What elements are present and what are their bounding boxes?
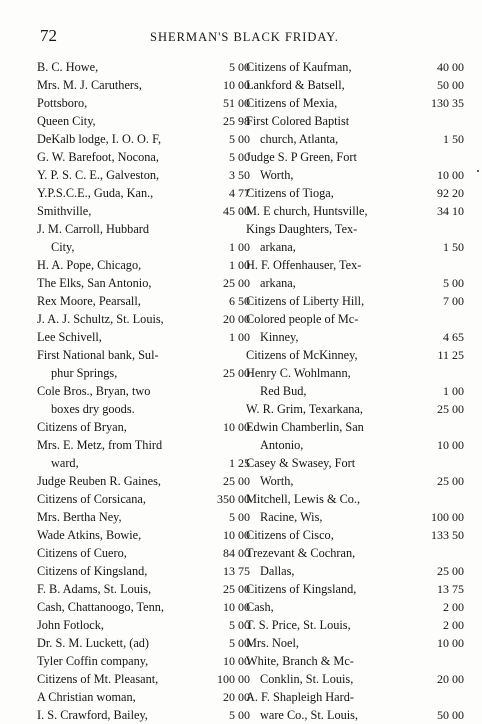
donor-name: Dallas, <box>260 564 295 578</box>
donor-name: Citizens of Mt. Pleasant, <box>37 672 159 686</box>
donation-entry <box>37 94 252 112</box>
donation-amount: 40 00 <box>437 60 464 74</box>
donation-entry <box>246 382 466 400</box>
donation-entry <box>37 436 252 454</box>
donation-entry <box>37 112 252 130</box>
donation-entry <box>246 292 466 310</box>
donation-entry <box>37 130 252 148</box>
donor-name: Worth, <box>260 474 294 488</box>
donation-entry <box>246 598 466 616</box>
donation-entry <box>37 598 252 616</box>
donor-name: M. E church, Huntsville, <box>246 204 368 218</box>
donor-name: Mrs. M. J. Caruthers, <box>37 78 142 92</box>
donation-entry <box>37 382 252 400</box>
donor-name: Rex Moore, Pearsall, <box>37 294 141 308</box>
donation-amount: 25 00 <box>223 474 250 488</box>
donor-name: Colored people of Mc- <box>246 312 359 326</box>
donation-entry <box>37 616 252 634</box>
donor-name: ware Co., St. Louis, <box>260 708 359 722</box>
donation-amount: 13 75 <box>223 564 250 578</box>
donor-name: Citizens of Corsicana, <box>37 492 146 506</box>
donor-name: Judge S. P Green, Fort <box>246 150 357 164</box>
donation-amount: 11 25 <box>437 348 464 362</box>
donation-amount: 5 00 <box>229 708 250 722</box>
donation-amount: 25 00 <box>223 366 250 380</box>
donation-entry <box>37 562 252 580</box>
donor-name: Citizens of Bryan, <box>37 420 127 434</box>
donor-name: John Fotlock, <box>37 618 104 632</box>
donor-name: Dr. S. M. Luckett, (ad) <box>37 636 150 650</box>
donation-amount: 5 00 <box>229 636 250 650</box>
donation-amount: 1 00 <box>229 240 250 254</box>
donor-name: J. A. J. Schultz, St. Louis, <box>37 312 164 326</box>
donation-amount: 25 00 <box>437 564 464 578</box>
donation-entry <box>246 112 466 130</box>
donation-amount: 2 00 <box>443 600 464 614</box>
donor-name: Citizens of Kaufman, <box>246 60 352 74</box>
donor-name: Citizens of Cuero, <box>37 546 127 560</box>
donation-entry <box>246 688 466 706</box>
donation-amount: 2 00 <box>443 618 464 632</box>
donor-name: A. F. Shapleigh Hard- <box>246 690 354 704</box>
donor-name: Kings Daughters, Tex- <box>246 222 358 236</box>
donation-entry <box>37 634 252 652</box>
donor-name: boxes dry goods. <box>51 402 135 416</box>
donor-name: Y.P.S.C.E., Guda, Kan., <box>37 186 154 200</box>
donation-amount: 3 50 <box>229 168 250 182</box>
donor-name: ward, <box>51 456 79 470</box>
donation-entry <box>246 148 466 166</box>
donation-entry <box>37 76 252 94</box>
donor-name: T. S. Price, St. Louis, <box>246 618 351 632</box>
donation-amount: 34 10 <box>437 204 464 218</box>
donor-name: arkana, <box>260 240 296 254</box>
donor-name: DeKalb lodge, I. O. O. F, <box>37 132 162 146</box>
donation-amount: 50 00 <box>437 78 464 92</box>
donation-entry <box>246 346 466 364</box>
donor-name: Mrs. E. Metz, from Third <box>37 438 163 452</box>
donation-entry <box>246 274 466 292</box>
donation-amount: 5 00 <box>229 132 250 146</box>
donation-entry <box>246 526 466 544</box>
donation-amount: 25 00 <box>437 474 464 488</box>
donation-entry <box>37 274 252 292</box>
donation-entry <box>37 310 252 328</box>
donor-name: The Elks, San Antonio, <box>37 276 152 290</box>
donation-entry <box>246 184 466 202</box>
donation-amount: 10 00 <box>437 438 464 452</box>
donation-entry <box>37 292 252 310</box>
donation-entry <box>37 202 252 220</box>
donor-name: Citizens of Tioga, <box>246 186 334 200</box>
donor-name: Henry C. Wohlmann, <box>246 366 351 380</box>
donor-name: H. F. Offenhauser, Tex- <box>246 258 362 272</box>
donation-amount: 5 00 <box>229 618 250 632</box>
donor-name: Red Bud, <box>260 384 307 398</box>
donation-amount: 5 00 <box>229 60 250 74</box>
donation-entry <box>246 220 466 238</box>
donation-amount: 133 50 <box>431 528 464 542</box>
donation-entry <box>246 634 466 652</box>
donation-amount: 100 00 <box>431 510 464 524</box>
donation-entry <box>37 580 252 598</box>
donation-amount: 92 20 <box>437 186 464 200</box>
donation-entry <box>37 148 252 166</box>
donation-amount: 7 00 <box>443 294 464 308</box>
donor-name: B. C. Howe, <box>37 60 99 74</box>
donation-amount: 10 00 <box>437 636 464 650</box>
donation-amount: 10 00 <box>437 168 464 182</box>
donation-amount: 1 50 <box>443 240 464 254</box>
donor-name: Cole Bros., Bryan, two <box>37 384 151 398</box>
donor-name: Racine, Wis, <box>260 510 323 524</box>
donor-name: Y. P. S. C. E., Galveston, <box>37 168 160 182</box>
donation-amount: 100 00 <box>217 672 250 686</box>
donation-amount: 5 00 <box>229 150 250 164</box>
donation-amount: 1 00 <box>443 384 464 398</box>
donor-name: Antonio, <box>260 438 304 452</box>
donation-entry <box>246 166 466 184</box>
donation-entry <box>37 256 252 274</box>
donation-entry <box>246 130 466 148</box>
donation-entry <box>37 472 252 490</box>
donation-entry <box>246 706 466 724</box>
donation-entry <box>246 256 466 274</box>
donation-amount: 5 00 <box>229 510 250 524</box>
donation-entry <box>37 688 252 706</box>
donor-name: Citizens of Liberty Hill, <box>246 294 365 308</box>
donor-name: F. B. Adams, St. Louis, <box>37 582 152 596</box>
donation-amount: 10 00 <box>223 420 250 434</box>
donor-name: Lankford & Batsell, <box>246 78 345 92</box>
donation-entry <box>246 400 466 418</box>
donation-amount: 84 00 <box>223 546 250 560</box>
donation-amount: 51 00 <box>223 96 250 110</box>
donation-amount: 20 00 <box>437 672 464 686</box>
donation-entry <box>37 418 252 436</box>
running-title: SHERMAN'S BLACK FRIDAY. <box>150 30 339 44</box>
donation-amount: 50 00 <box>437 708 464 722</box>
donation-entry <box>37 652 252 670</box>
donation-entry <box>37 364 252 382</box>
donation-amount: 10 00 <box>223 600 250 614</box>
donation-entry <box>246 490 466 508</box>
donor-name: A Christian woman, <box>37 690 136 704</box>
donation-entry <box>37 184 252 202</box>
donation-amount: 25 00 <box>223 276 250 290</box>
donation-entry <box>246 364 466 382</box>
donation-amount: 1 00 <box>229 258 250 272</box>
donor-name: Conklin, St. Louis, <box>260 672 354 686</box>
donor-name: Citizens of Cisco, <box>246 528 334 542</box>
donor-name: Worth, <box>260 168 294 182</box>
donation-entry <box>246 238 466 256</box>
donation-amount: 1 25 <box>229 456 250 470</box>
donor-name: church, Atlanta, <box>260 132 339 146</box>
donation-amount: 10 00 <box>223 78 250 92</box>
donation-entry <box>37 544 252 562</box>
donation-amount: 4 65 <box>443 330 464 344</box>
donation-entry <box>246 436 466 454</box>
donation-entry <box>37 58 252 76</box>
donation-entry <box>37 400 252 418</box>
donation-entry <box>246 652 466 670</box>
donation-entry <box>37 670 252 688</box>
donation-amount: 25 00 <box>437 402 464 416</box>
donor-name: Judge Reuben R. Gaines, <box>37 474 161 488</box>
donor-name: Mrs. Bertha Ney, <box>37 510 122 524</box>
donation-amount: 350 00 <box>217 492 250 506</box>
donor-name: W. R. Grim, Texarkana, <box>246 402 363 416</box>
donor-name: White, Branch & Mc- <box>246 654 354 668</box>
donation-entry <box>246 544 466 562</box>
donor-name: Wade Atkins, Bowie, <box>37 528 142 542</box>
donor-name: Kinney, <box>260 330 299 344</box>
donation-entry <box>246 76 466 94</box>
donation-entry <box>246 616 466 634</box>
donation-amount: 25 00 <box>223 582 250 596</box>
donation-amount: 10 00 <box>223 528 250 542</box>
donor-name: G. W. Barefoot, Nocona, <box>37 150 159 164</box>
donation-amount: 1 50 <box>443 132 464 146</box>
donation-entry <box>246 58 466 76</box>
donation-entry <box>246 310 466 328</box>
donation-amount: 5 00 <box>443 276 464 290</box>
donor-name: First Colored Baptist <box>246 114 350 128</box>
donor-name: Trezevant & Cochran, <box>246 546 356 560</box>
donation-amount: 10 00 <box>223 654 250 668</box>
donor-name: Mitchell, Lewis & Co., <box>246 492 361 506</box>
donation-entry <box>246 328 466 346</box>
donor-name: Tyler Coffin company, <box>37 654 149 668</box>
donation-amount: 6 50 <box>229 294 250 308</box>
donation-entry <box>246 508 466 526</box>
donor-name: Mrs. Noel, <box>246 636 299 650</box>
donor-name: phur Springs, <box>51 366 118 380</box>
right-donation-column <box>246 58 466 724</box>
donor-name: Cash, <box>246 600 274 614</box>
donor-name: Pottsboro, <box>37 96 88 110</box>
donation-amount: 4 77 <box>229 186 250 200</box>
donor-name: Citizens of Kingsland, <box>246 582 357 596</box>
donor-name: Lee Schivell, <box>37 330 102 344</box>
donor-name: arkana, <box>260 276 296 290</box>
donation-entry <box>37 238 252 256</box>
donation-entry <box>246 418 466 436</box>
donation-entry <box>246 562 466 580</box>
donation-amount: 20 00 <box>223 312 250 326</box>
donation-entry <box>246 454 466 472</box>
donor-name: H. A. Pope, Chicago, <box>37 258 142 272</box>
donor-name: Citizens of Mexia, <box>246 96 338 110</box>
donation-entry <box>246 472 466 490</box>
donation-amount: 130 35 <box>431 96 464 110</box>
page-number: 72 <box>40 26 57 45</box>
print-speck <box>477 170 479 172</box>
donation-entry <box>37 220 252 238</box>
donor-name: First National bank, Sul- <box>37 348 159 362</box>
donor-name: Cash, Chattanoogo, Tenn, <box>37 600 164 614</box>
donation-entry <box>246 670 466 688</box>
donation-entry <box>37 454 252 472</box>
donor-name: Queen City, <box>37 114 96 128</box>
donor-name: Citizens of Kingsland, <box>37 564 148 578</box>
donation-entry <box>37 328 252 346</box>
left-donation-column <box>37 58 252 724</box>
donation-entry <box>37 346 252 364</box>
donor-name: I. S. Crawford, Bailey, <box>37 708 148 722</box>
donor-name: Citizens of McKinney, <box>246 348 358 362</box>
donation-amount: 20 00 <box>223 690 250 704</box>
donor-name: Casey & Swasey, Fort <box>246 456 356 470</box>
donation-entry <box>246 580 466 598</box>
donation-amount: 45 00 <box>223 204 250 218</box>
donor-name: J. M. Carroll, Hubbard <box>37 222 150 236</box>
donation-amount: 13 75 <box>437 582 464 596</box>
donation-entry <box>37 508 252 526</box>
donor-name: Smithville, <box>37 204 92 218</box>
donor-name: City, <box>51 240 75 254</box>
donation-entry <box>37 706 252 724</box>
donation-entry <box>246 94 466 112</box>
donation-entry <box>37 490 252 508</box>
donation-entry <box>37 166 252 184</box>
donation-entry <box>246 202 466 220</box>
donation-amount: 1 00 <box>229 330 250 344</box>
donation-amount: 25 98 <box>223 114 250 128</box>
donation-entry <box>37 526 252 544</box>
donor-name: Edwin Chamberlin, San <box>246 420 364 434</box>
